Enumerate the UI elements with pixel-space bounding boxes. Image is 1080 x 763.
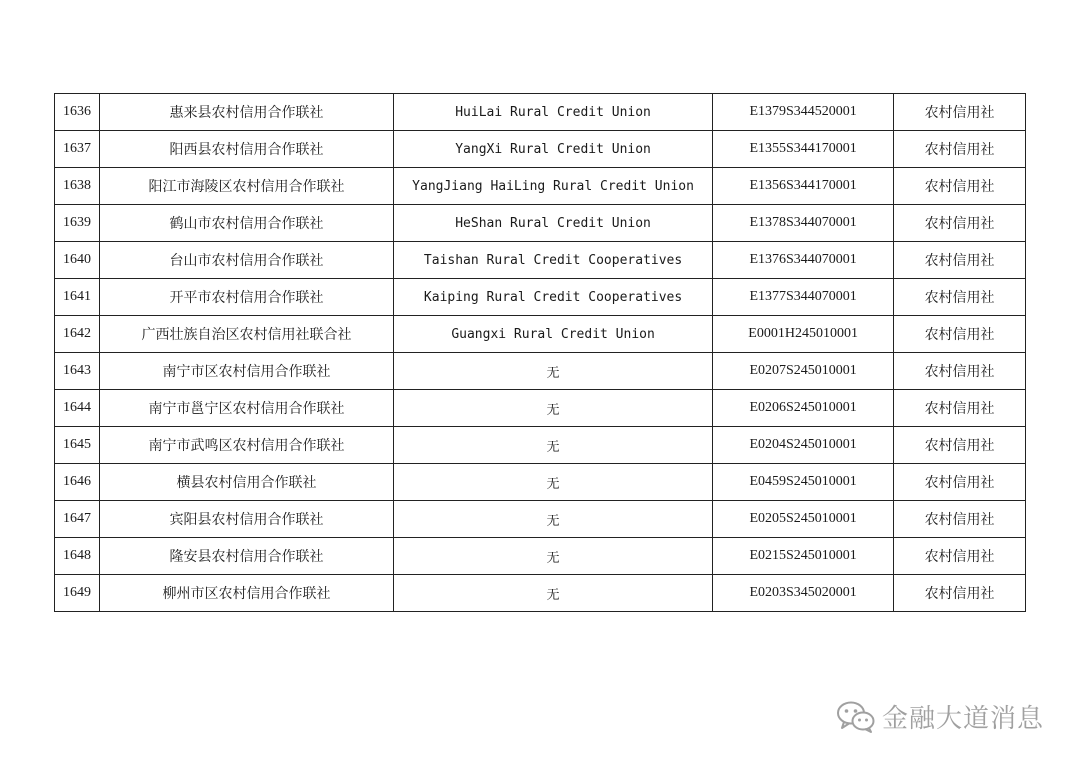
english-name: 无 <box>394 501 713 538</box>
table-row <box>55 94 1026 131</box>
institution-type: 农村信用社 <box>894 575 1026 612</box>
chinese-name: 柳州市区农村信用合作联社 <box>99 575 393 612</box>
table-body <box>55 94 1026 612</box>
table-row <box>55 353 1026 390</box>
watermark <box>836 698 1044 735</box>
english-name: Kaiping Rural Credit Cooperatives <box>394 279 713 316</box>
institution-code: E1377S344070001 <box>713 279 894 316</box>
institution-type: 农村信用社 <box>894 279 1026 316</box>
institution-type: 农村信用社 <box>894 538 1026 575</box>
english-name: HeShan Rural Credit Union <box>394 205 713 242</box>
table-row <box>55 131 1026 168</box>
english-name: 无 <box>394 427 713 464</box>
chinese-name: 南宁市区农村信用合作联社 <box>99 353 393 390</box>
chinese-name: 台山市农村信用合作联社 <box>99 242 393 279</box>
english-name: HuiLai Rural Credit Union <box>394 94 713 131</box>
english-name: 无 <box>394 390 713 427</box>
row-number: 1636 <box>55 94 100 131</box>
chinese-name: 鹤山市农村信用合作联社 <box>99 205 393 242</box>
table-row <box>55 316 1026 353</box>
row-number: 1638 <box>55 168 100 205</box>
institution-code: E0203S345020001 <box>713 575 894 612</box>
english-name: 无 <box>394 353 713 390</box>
row-number: 1637 <box>55 131 100 168</box>
institution-code: E0205S245010001 <box>713 501 894 538</box>
institution-code: E1355S344170001 <box>713 131 894 168</box>
table-row <box>55 575 1026 612</box>
chinese-name: 广西壮族自治区农村信用社联合社 <box>99 316 393 353</box>
wechat-icon <box>836 700 876 734</box>
table-row <box>55 168 1026 205</box>
watermark-text: 金融大道消息 <box>882 704 1045 734</box>
institution-type: 农村信用社 <box>894 427 1026 464</box>
row-number: 1641 <box>55 279 100 316</box>
row-number: 1646 <box>55 464 100 501</box>
row-number: 1643 <box>55 353 100 390</box>
institution-code: E0459S245010001 <box>713 464 894 501</box>
institution-code: E0215S245010001 <box>713 538 894 575</box>
institution-code: E1376S344070001 <box>713 242 894 279</box>
english-name: YangXi Rural Credit Union <box>394 131 713 168</box>
institution-type: 农村信用社 <box>894 205 1026 242</box>
chinese-name: 惠来县农村信用合作联社 <box>99 94 393 131</box>
institution-type: 农村信用社 <box>894 94 1026 131</box>
row-number: 1642 <box>55 316 100 353</box>
chinese-name: 横县农村信用合作联社 <box>99 464 393 501</box>
institution-code: E1378S344070001 <box>713 205 894 242</box>
chinese-name: 南宁市武鸣区农村信用合作联社 <box>99 427 393 464</box>
institution-type: 农村信用社 <box>894 168 1026 205</box>
institution-code: E0206S245010001 <box>713 390 894 427</box>
institution-table <box>54 93 1026 612</box>
english-name: Guangxi Rural Credit Union <box>394 316 713 353</box>
table-row <box>55 390 1026 427</box>
institution-type: 农村信用社 <box>894 353 1026 390</box>
institution-type: 农村信用社 <box>894 242 1026 279</box>
chinese-name: 阳西县农村信用合作联社 <box>99 131 393 168</box>
table-row <box>55 279 1026 316</box>
english-name: YangJiang HaiLing Rural Credit Union <box>394 168 713 205</box>
institution-type: 农村信用社 <box>894 501 1026 538</box>
chinese-name: 隆安县农村信用合作联社 <box>99 538 393 575</box>
institution-code: E0001H245010001 <box>713 316 894 353</box>
row-number: 1640 <box>55 242 100 279</box>
institution-code: E1379S344520001 <box>713 94 894 131</box>
institution-code: E1356S344170001 <box>713 168 894 205</box>
chinese-name: 开平市农村信用合作联社 <box>99 279 393 316</box>
chinese-name: 宾阳县农村信用合作联社 <box>99 501 393 538</box>
english-name: 无 <box>394 464 713 501</box>
institution-code: E0204S245010001 <box>713 427 894 464</box>
institution-code: E0207S245010001 <box>713 353 894 390</box>
english-name: Taishan Rural Credit Cooperatives <box>394 242 713 279</box>
table-row <box>55 427 1026 464</box>
table-row <box>55 205 1026 242</box>
row-number: 1644 <box>55 390 100 427</box>
chinese-name: 阳江市海陵区农村信用合作联社 <box>99 168 393 205</box>
row-number: 1649 <box>55 575 100 612</box>
institution-type: 农村信用社 <box>894 390 1026 427</box>
table-row <box>55 501 1026 538</box>
row-number: 1645 <box>55 427 100 464</box>
row-number: 1647 <box>55 501 100 538</box>
row-number: 1648 <box>55 538 100 575</box>
table-row <box>55 464 1026 501</box>
institution-type: 农村信用社 <box>894 131 1026 168</box>
table-row <box>55 538 1026 575</box>
row-number: 1639 <box>55 205 100 242</box>
chinese-name: 南宁市邕宁区农村信用合作联社 <box>99 390 393 427</box>
english-name: 无 <box>394 575 713 612</box>
table-row <box>55 242 1026 279</box>
institution-type: 农村信用社 <box>894 316 1026 353</box>
institution-type: 农村信用社 <box>894 464 1026 501</box>
english-name: 无 <box>394 538 713 575</box>
